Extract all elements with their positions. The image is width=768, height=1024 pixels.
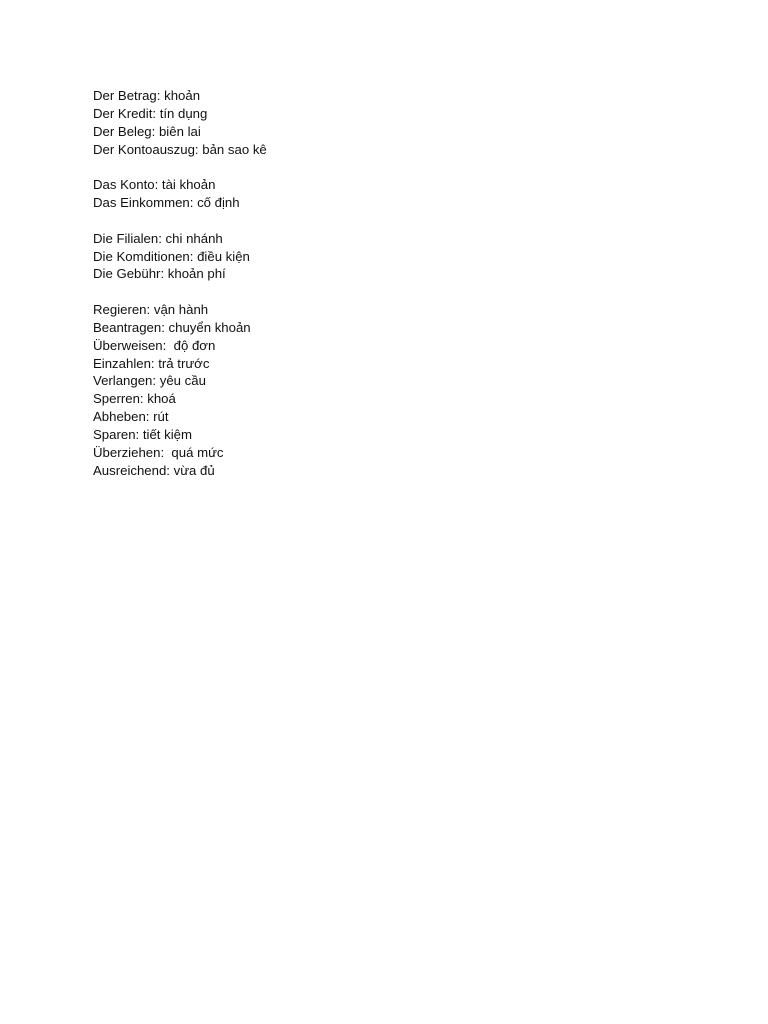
vocabulary-list [93, 87, 693, 497]
vocab-group-verbs [93, 301, 693, 479]
vocab-line: Die Komditionen: điều kiện [93, 248, 250, 264]
vocab-line: Der Betrag: khoản [93, 88, 201, 103]
vocab-line: Das Einkommen: cố định [93, 195, 240, 211]
vocab-line: Überweisen: độ đơn [93, 337, 216, 353]
vocab-group-nouns-die [93, 230, 693, 284]
vocab-line: Regieren: vận hành [93, 301, 209, 317]
vocab-line: Ausreichend: vừa đủ [93, 462, 215, 478]
vocab-line: Das Konto: tài khoản [93, 177, 216, 193]
vocab-line: Sparen: tiết kiệm [93, 426, 192, 442]
vocab-group-nouns-das [93, 176, 693, 212]
vocab-line: Der Beleg: biên lai [93, 123, 201, 139]
vocab-line: Abheben: rút [93, 409, 169, 425]
vocab-line: Überziehen: quá mức [93, 444, 224, 460]
vocab-line: Beantragen: chuyển khoản [93, 319, 251, 335]
vocab-line: Sperren: khoá [93, 391, 176, 407]
vocab-group-nouns-der [93, 87, 693, 158]
vocab-line: Die Filialen: chi nhánh [93, 230, 223, 246]
vocab-line: Die Gebühr: khoản phí [93, 266, 226, 282]
vocab-line: Der Kontoauszug: bản sao kê [93, 141, 267, 157]
vocab-line: Einzahlen: trả trước [93, 355, 210, 371]
vocab-line: Verlangen: yêu cầu [93, 373, 206, 389]
vocab-line: Der Kredit: tín dụng [93, 105, 208, 121]
